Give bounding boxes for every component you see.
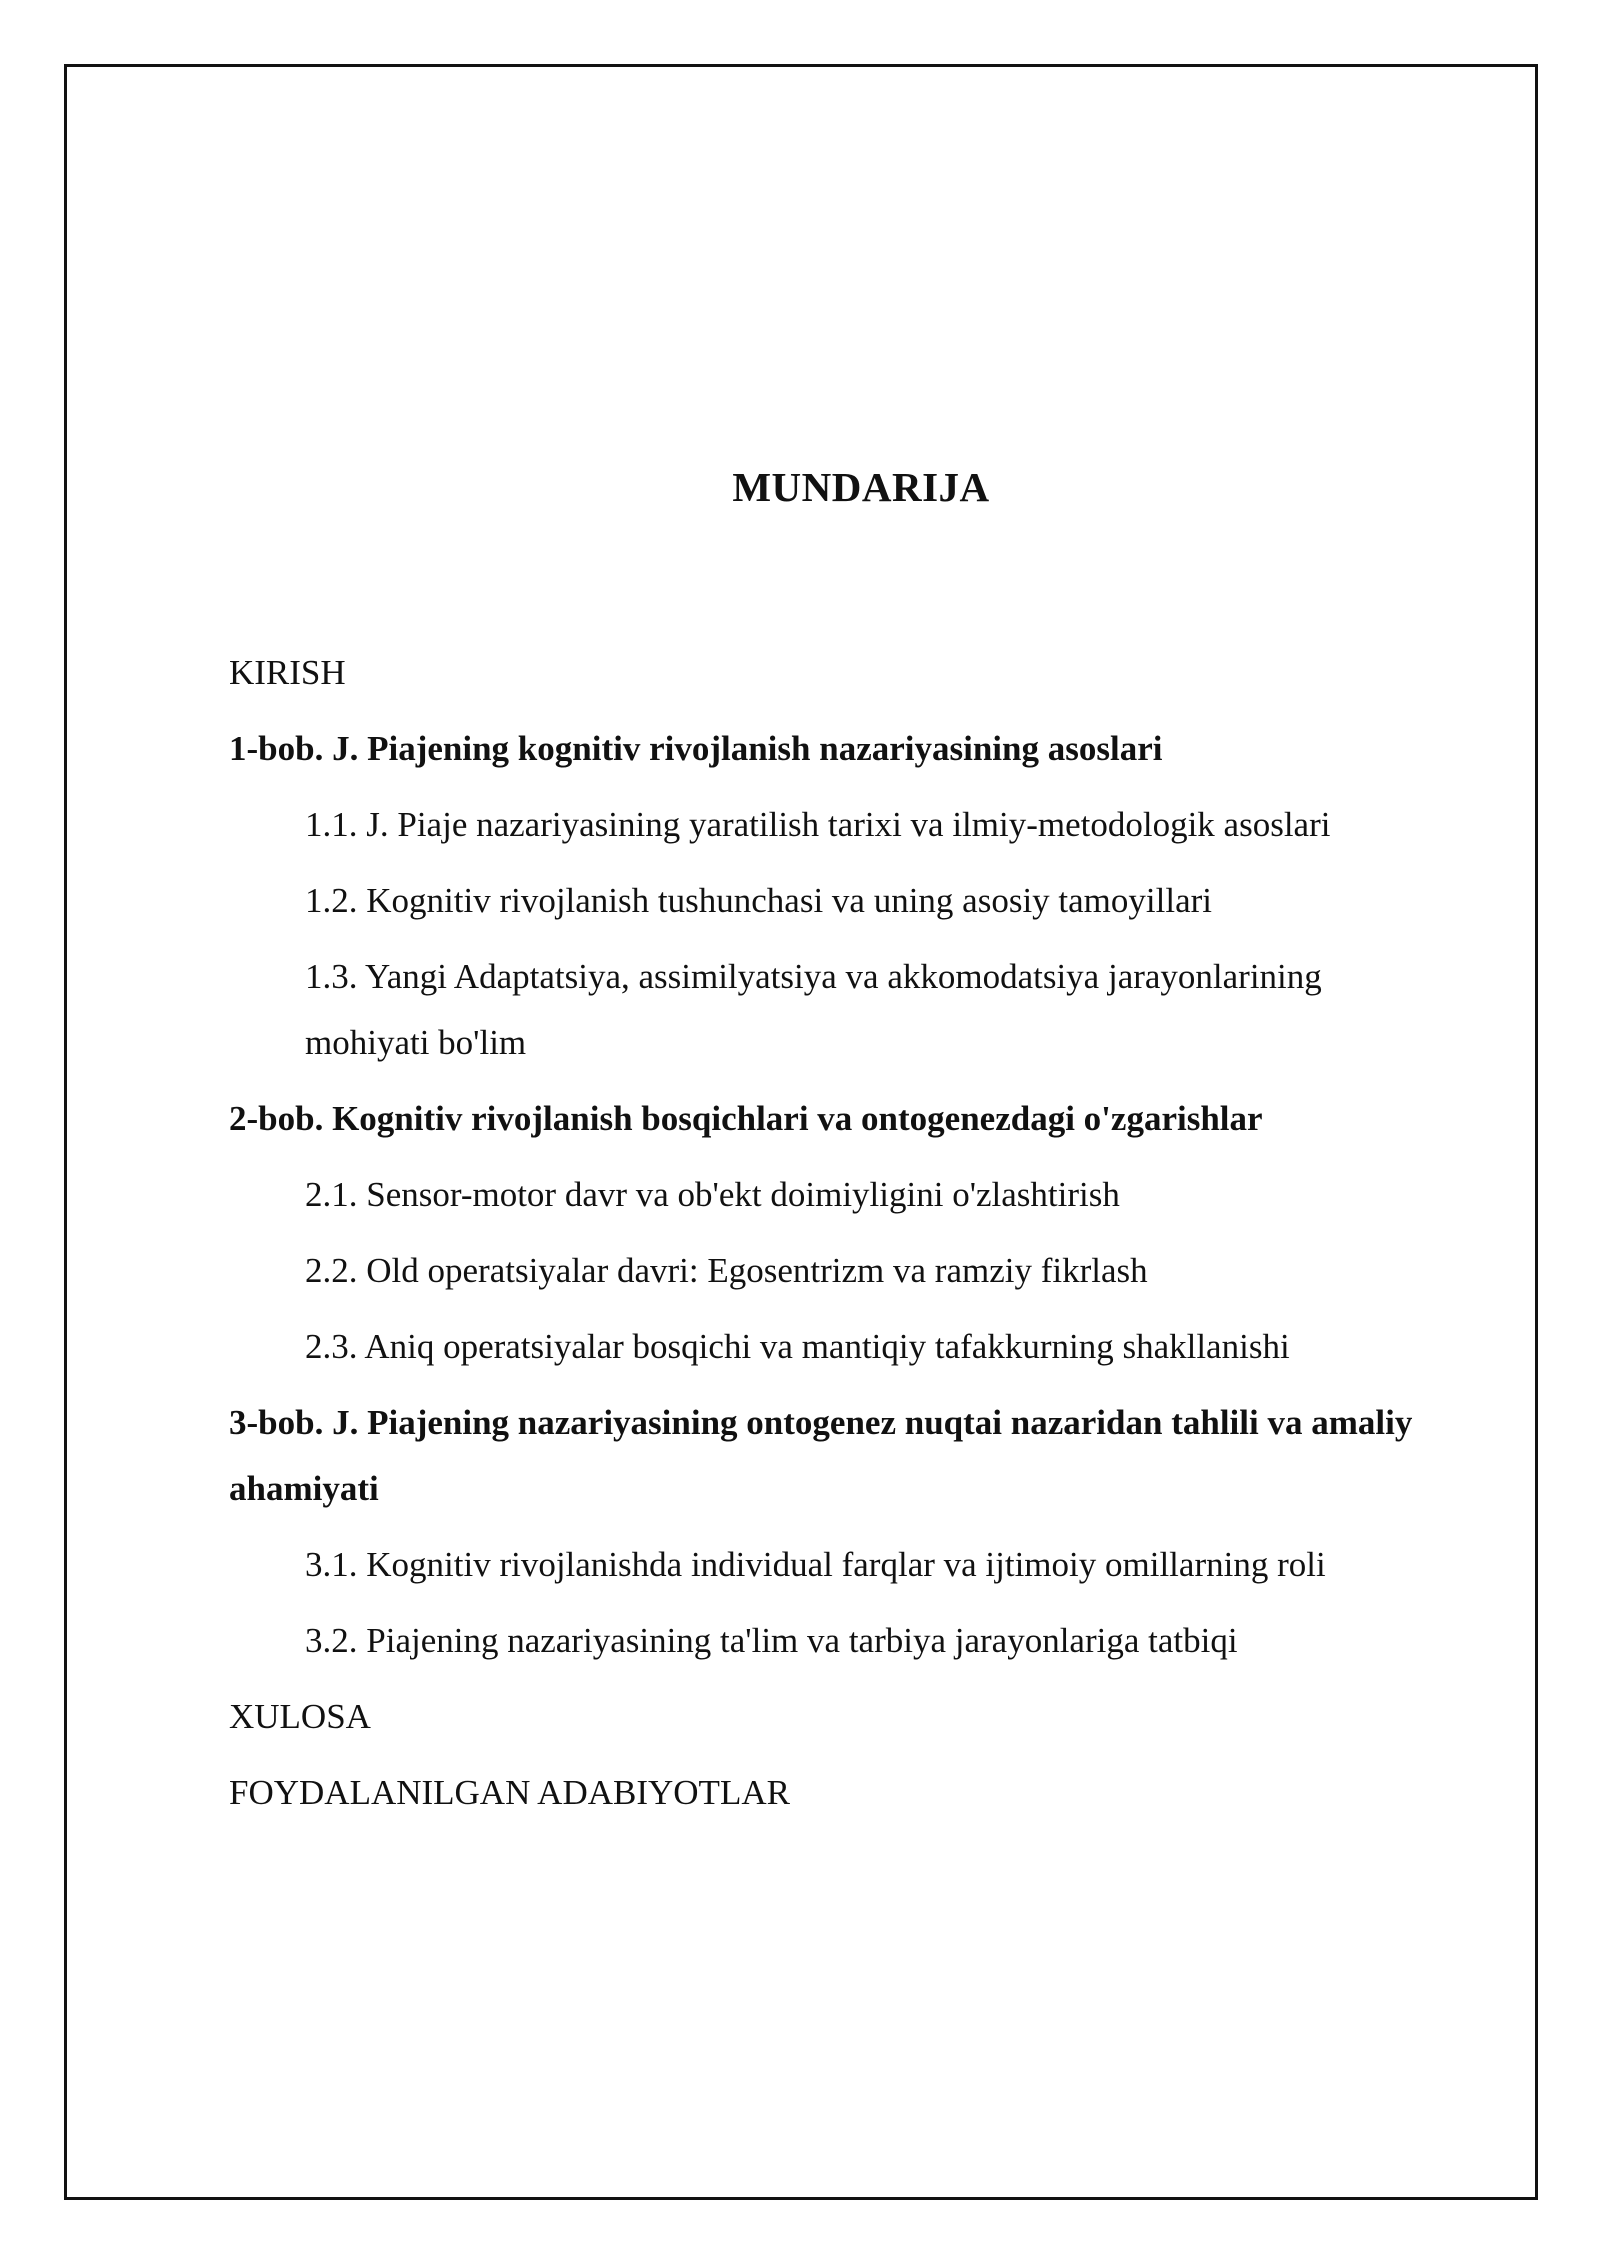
toc-section-1-3: 1.3. Yangi Adaptatsiya, assimilyatsiya va akkomodatsiya jarayonlarining mohiyati bo'lim bbox=[305, 957, 1322, 1062]
toc-section-2-2: 2.2. Old operatsiyalar davri: Egosentrizm va ramziy fikrlash bbox=[305, 1251, 1148, 1290]
toc-chapter-2: 2-bob. Kognitiv rivojlanish bosqichlari va ontogenezdagi o'zgarishlar bbox=[229, 1099, 1263, 1138]
toc-section-3-2: 3.2. Piajening nazariyasining ta'lim va tarbiya jarayonlariga tatbiqi bbox=[305, 1621, 1238, 1660]
toc-entry-intro: KIRISH bbox=[229, 653, 346, 692]
table-of-contents bbox=[229, 640, 1429, 1836]
toc-chapter-1: 1-bob. J. Piajening kognitiv rivojlanish nazariyasining asoslari bbox=[229, 729, 1163, 768]
toc-chapter-3: 3-bob. J. Piajening nazariyasining ontogenez nuqtai nazaridan tahlili va amaliy ahamiyati bbox=[229, 1403, 1413, 1508]
toc-section-1-1: 1.1. J. Piaje nazariyasining yaratilish tarixi va ilmiy-metodologik asoslari bbox=[305, 805, 1331, 844]
toc-entry-conclusion: XULOSA bbox=[229, 1697, 371, 1736]
toc-section-3-1: 3.1. Kognitiv rivojlanishda individual farqlar va ijtimoiy omillarning roli bbox=[305, 1545, 1326, 1584]
toc-section-2-3: 2.3. Aniq operatsiyalar bosqichi va mantiqiy tafakkurning shakllanishi bbox=[305, 1327, 1290, 1366]
toc-entry-references: FOYDALANILGAN ADABIYOTLAR bbox=[229, 1773, 790, 1812]
toc-section-2-1: 2.1. Sensor-motor davr va ob'ekt doimiyligini o'zlashtirish bbox=[305, 1175, 1120, 1214]
toc-section-1-2: 1.2. Kognitiv rivojlanish tushunchasi va uning asosiy tamoyillari bbox=[305, 881, 1212, 920]
document-title: MUNDARIJA bbox=[732, 464, 990, 510]
